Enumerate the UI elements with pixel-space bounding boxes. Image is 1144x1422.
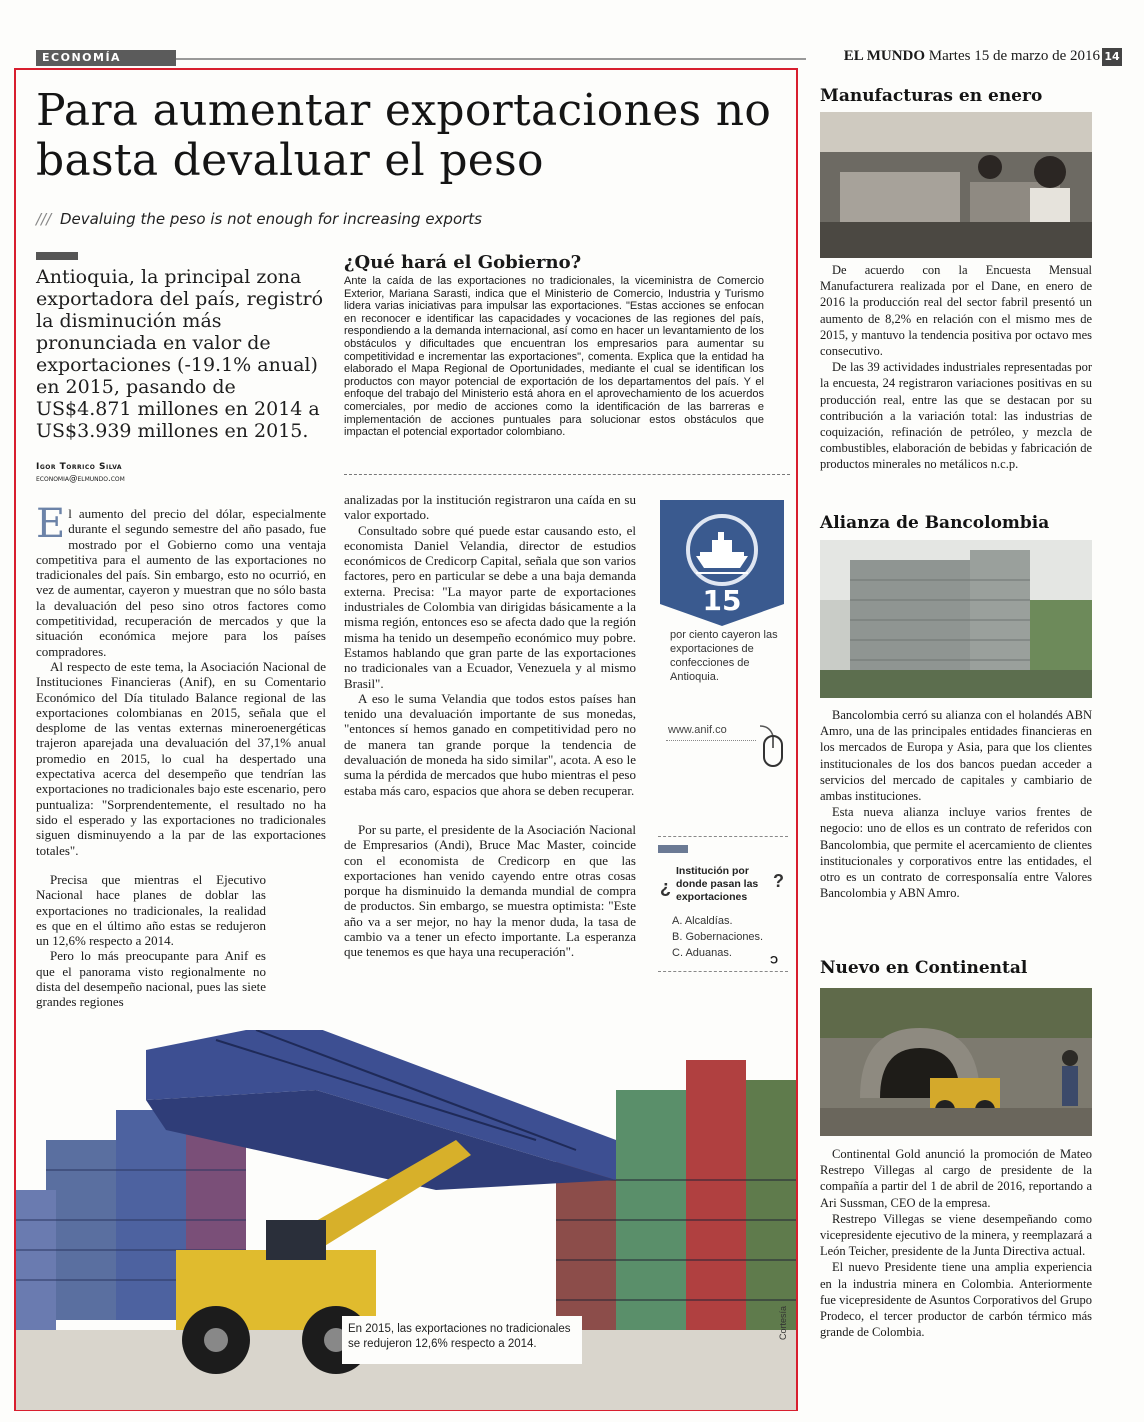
header-rule — [176, 58, 806, 60]
question-mark-icon: ? — [773, 871, 784, 891]
issue-date: Martes 15 de marzo de 2016 — [928, 48, 1100, 64]
paper-name: EL MUNDO — [843, 48, 926, 64]
body-paragraph: Precisa que mientras el Ejecutivo Nacional hace planes de doblar las exportaciones no tradicionales, la realidad es que en el último año estas se redujeron un 12,6% respecto a 2014. — [36, 872, 266, 949]
body-paragraph: Pero lo más preocupante para Anif es que el panorama visto regionalmente no dista del desempeño nacional, pues las siete grandes regiones — [36, 948, 266, 1010]
body-column-1-continued — [36, 872, 266, 1010]
quiz-box — [658, 836, 788, 972]
photo-credit: Cortesía — [778, 1305, 788, 1340]
stat-graphic — [660, 500, 784, 626]
government-box — [344, 252, 764, 466]
quiz-answer: C — [770, 953, 778, 965]
body-paragraph: analizadas por la institución registraron una caída en su valor exportado. — [344, 492, 636, 523]
stat-number: 15 — [702, 584, 742, 617]
sidebar-paragraph: Restrepo Villegas se viene desempeñando como vicepresidente ejecutivo de la minera, y reemplazará a León Teicher, presidente de la Junta Directiva actual. — [820, 1211, 1092, 1259]
body-paragraph: Por su parte, el presidente de la Asociación Nacional de Empresarios (Andi), Bruce Mac Master, coincide con el economista de Credicorp en que las exportaciones han venido cayendo entre otras cosas porque ha disminuido la demanda mundial de compra de productos. Sin embargo, se muestra optimista: "Este año va a ser mejor, no hay la menor duda, la tasa de cambio va a tener un efecto importante. La esperanza que tenemos es que haya una recuperación". — [344, 822, 636, 960]
section-tag: ECONOMÍA — [36, 50, 176, 66]
mine-tunnel-photo — [820, 988, 1092, 1136]
headline: Para aumentar exportaciones no basta devaluar el peso — [36, 85, 772, 186]
government-box-text: Ante la caída de las exportaciones no tradicionales, la viceministra de Comercio Exterior, Mariana Sarasti, indica que el Ministerio de Comercio, Industria y Turismo lidera varias iniciativas para impulsar las exportaciones. "Estas acciones se enfocan en reconocer e identificar las capacidades y vocaciones de las regiones del país, respondiendo a la demanda internacional, así como en hacer un levantamiento de los obstáculos y dificultades que encuentran los empresarios para aumentar su competitividad e incrementar las exportaciones", comenta. Explica que la entidad ha elaborado el Mapa Regional de Oportunidades, mediante el cual se identifican los productos con mayor potencial de exportación de los departamentos del país. Y el enfoque del trabajo del Ministerio está ahora en el aprovechamiento de los acuerdos comerciales, por medio de acciones como la identificación de las barreras e implementación de acciones puntuales para solucionar estos obstáculos que impactan el potencial exportador colombiano. — [344, 275, 764, 439]
source-line — [666, 740, 756, 741]
subhead-text: Devaluing the peso is not enough for increasing exports — [59, 210, 482, 228]
byline — [36, 462, 125, 484]
lead-marker — [36, 252, 78, 260]
sidebar-text-manufacturas — [820, 262, 1092, 473]
subhead-slashes: /// — [36, 210, 52, 228]
quiz-option: B. Gobernaciones. — [672, 931, 764, 943]
lead-paragraph: Antioquia, la principal zona exportadora del país, registró la disminución más pronunciada en valor de exportaciones (-19.1% anual) en 2015, pasando de US$4.871 millones en 2014 a US$3.939 millones en 2015. — [36, 266, 324, 442]
sidebar-text-continental — [820, 1146, 1092, 1340]
sidebar-title-manufacturas: Manufacturas en enero — [820, 86, 1043, 106]
quiz-option: C. Aduanas. — [672, 947, 732, 959]
sidebar-title-continental: Nuevo en Continental — [820, 958, 1028, 978]
quiz-question: Institución por donde pasan las exportaciones — [676, 865, 759, 903]
body-paragraph: Al respecto de este tema, la Asociación Nacional de Instituciones Financieras (Anif), en su Comentario Económico del Día titulado Balance regional de las exportaciones colombianas en 2015, señala que el desplome de las ventas externas mineroenergéticas trajeron aparejada una devaluación del 37,1% anual promedio en 2015, lo cual ha despertado una expectativa acerca del desempeño que tendrían las exportaciones no tradicionales bajo este escenario, pero puntualiza: "Sorprendentemente, el resultado no ha sido el esperado y las exportaciones no tradicionales siguen disminuyendo a la par de las exportaciones totales". — [36, 658, 326, 858]
byline-name: Igor Torrico Silva — [36, 462, 123, 472]
quiz-option: A. Alcaldías. — [672, 915, 733, 927]
sidebar-paragraph: Continental Gold anunció la promoción de Mateo Restrepo Villegas al cargo de presidente de la compañía a partir del 1 de abril de 2016, reportando a Ari Sussman, CEO de la empresa. — [820, 1147, 1092, 1210]
drop-cap: E — [36, 501, 66, 547]
body-column-1 — [36, 501, 326, 858]
sidebar-paragraph: De acuerdo con la Encuesta Mensual Manufacturera realizada por el Dane, en enero de 2016 la producción real del sector fabril presentó un aumento de 8,2% en relación con el mismo mes de 2015, y mantuvo la tendencia positiva por octavo mes consecutivo. — [820, 263, 1092, 359]
sidebar-title-bancolombia: Alianza de Bancolombia — [820, 513, 1050, 533]
body-paragraph: l aumento del precio del dólar, especialmente durante el segundo semestre del año pasado, fue mostrado por el Gobierno como una ventaja competitiva para el aumento de las exportaciones no tradicionales del país. Sin embargo, esto no ocurrió, en vez de aumentar, cayeron y muestran que no sólo basta la devaluación del peso sino otros factores como competitividad, recuperación de mercados y que la situación económica mejore para los países compradores. — [36, 506, 326, 659]
byline-email: economia@elmundo.com — [36, 474, 125, 484]
body-paragraph: Consultado sobre qué puede estar causando esto, el economista Daniel Velandia, director de estudios económicos de Credicorp Capital, señala que son varios factores, pero en particular se debe a una baja demanda externa. Precisa: "La mayor parte de exportaciones industriales de Colombia van dirigidas básicamente a la misma región, entonces eso se afecta dado que la región misma ha tenido un desempeño económico muy pobre. Estamos hablando que gran parte de las exportaciones no tradicionales van a Ecuador, Venezuela y al mismo Brasil". — [344, 522, 636, 691]
stat-caption: por ciento cayeron las exportaciones de confecciones de Antioquia. — [670, 629, 778, 683]
factory-workers-photo — [820, 112, 1092, 258]
photo-caption: En 2015, las exportaciones no tradicionales se redujeron 12,6% respecto a 2014. — [348, 1323, 571, 1350]
sidebar-paragraph: De las 39 actividades industriales representadas por la encuesta, 24 registraron variaciones positivas en su producción real, entre las que se destacan por su contribución a la variación total: las industrias de coquización, refinación de petróleo, y mezcla de combustibles, elaboración de bebidas y fabricación de productos minerales no metálicos n.c.p. — [820, 360, 1092, 472]
masthead — [844, 48, 1100, 65]
subheadline — [36, 210, 482, 228]
quiz-bar — [658, 845, 688, 853]
photo-caption-box — [342, 1316, 582, 1364]
page-number: 14 — [1102, 48, 1122, 66]
body-column-2-continued — [344, 822, 636, 960]
body-column-2 — [344, 492, 636, 798]
sidebar-paragraph: El nuevo Presidente tiene una amplia experiencia en la industria minera en Colombia. Anteriormente fue vicepresidente de Asuntos Corporativos del Grupo Prodeco, el tercer productor de carbón térmico más grande de Colombia. — [820, 1260, 1092, 1340]
stat-source-link[interactable]: www.anif.co — [668, 724, 727, 736]
quiz-options — [672, 913, 763, 961]
mouse-icon — [758, 722, 788, 770]
sidebar-text-bancolombia — [820, 707, 1092, 901]
body-paragraph: A eso le suma Velandia que todos estos países han tenido una devaluación importante de sus monedas, "entonces sí hemos ganado en competitividad pero no de manera tan grande porque la tendencia de devaluación de moneda ha sido similar", acota. A eso le suma la pérdida de mercados que hubo mientras el peso estaba más caro, espacios que ahora se deben recuperar. — [344, 690, 636, 798]
sidebar-paragraph: Bancolombia cerró su alianza con el holandés ABN Amro, una de las principales entidades financieras en los mercados de Europa y Asia, para que los clientes institucionales de los dos bancos puedan acceder a servicios del mercado de capitales y cambiario de ambas instituciones. — [820, 708, 1092, 804]
section-divider — [344, 474, 790, 475]
question-mark-icon: ¿ — [660, 877, 671, 897]
government-box-title: ¿Qué hará el Gobierno? — [344, 252, 582, 273]
sidebar-paragraph: Esta nueva alianza incluye varios frentes de negocio: uno de ellos es un contrato de referidos con Bancolombia, que permite el acercamiento de clientes institucionales y corporativos entre las entidades, el otro es un contrato de corresponsalía entre Valores Bancolombia y ABN Amro. — [820, 805, 1092, 901]
bank-building-photo — [820, 540, 1092, 698]
